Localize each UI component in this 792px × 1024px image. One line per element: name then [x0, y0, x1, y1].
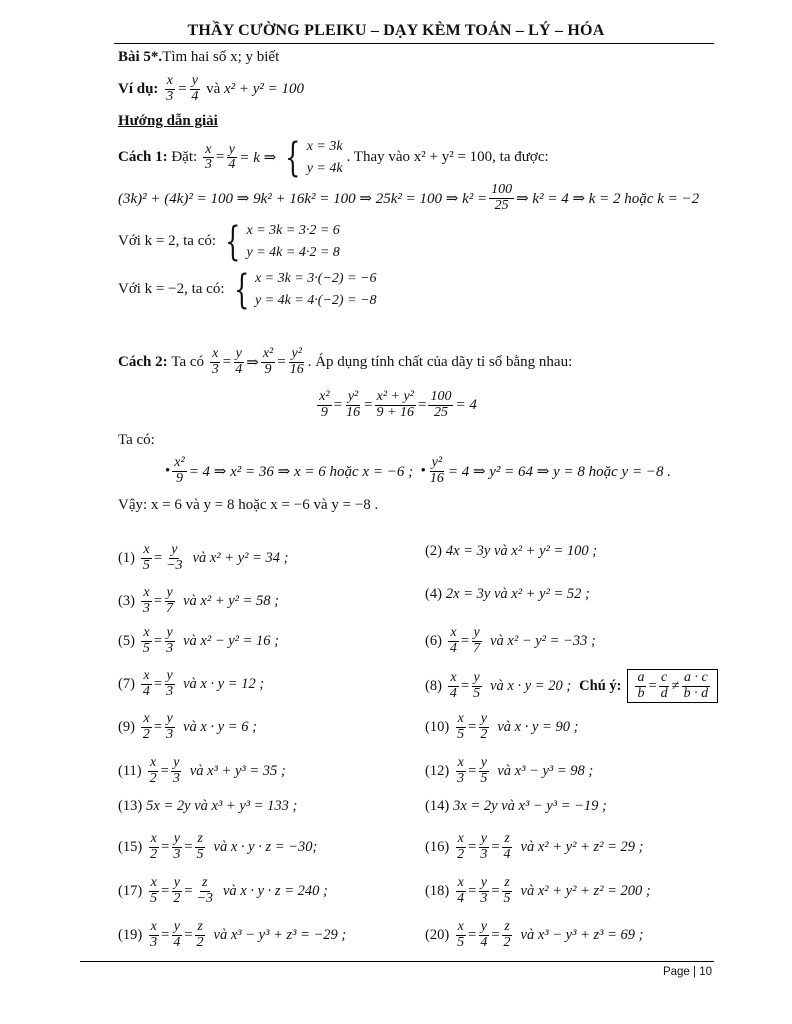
fraction: x 4	[449, 625, 457, 656]
left-brace: {	[225, 218, 241, 265]
ratio-equation: x² 9 = y² 16 = x² + y² 9 + 16 = $\frac{100}{25}$ = 4	[319, 389, 477, 420]
exercise-item: (19) x 3 = y 4 = z 2 và x³ − y³ + z³ = −29 ;	[118, 919, 347, 950]
conclusion	[118, 497, 378, 514]
bullet: •	[165, 462, 171, 479]
exercise-number: (17)	[118, 882, 143, 899]
fraction: x 3	[211, 346, 219, 377]
exercise-condition: và x · y = 12 ;	[183, 675, 265, 692]
fraction: y 5	[473, 670, 481, 701]
ratio-result: = 4	[455, 396, 477, 413]
method2-text: Ta có	[171, 353, 205, 370]
fraction: x² 9	[319, 389, 330, 420]
bullet2-rest: = 4 ⇒ y² = 64 ⇒ y = 8 hoặc y = −8 .	[447, 463, 671, 480]
exercise-condition: và x² + y² + z² = 29 ;	[520, 838, 644, 855]
exercise-number: (7)	[118, 675, 135, 692]
method1-line: Cách 1: Đặt: x 3 = $\frac{y}{4}$ = k ⇒ { x = 3k y = 4k . Thay vào x² + y² = 100, ta được:	[118, 134, 549, 181]
fraction: x 3	[457, 755, 465, 786]
exercise-item: (3) x 3 = y 7 và x² + y² = 58 ;	[118, 585, 280, 616]
exercise-number: (15)	[118, 838, 143, 855]
exercise-number: (3)	[118, 592, 135, 609]
exercise-condition: và x² − y² = 16 ;	[183, 632, 280, 649]
fraction: y 4	[173, 919, 181, 950]
fraction: z 2	[503, 919, 511, 950]
fraction: x² 9	[262, 346, 274, 377]
fraction: y 3	[480, 875, 488, 906]
problem-label: Bài 5*.	[118, 49, 163, 65]
method2-line: Cách 2: Ta có x 3 = y 4 ⇒ x² 9 = y² 16 . Áp dụng tính chất của dãy tỉ số bằng nhau:	[118, 346, 573, 377]
method2-label: Cách 2:	[118, 353, 168, 370]
exercise-condition: và x³ − y³ + z³ = 69 ;	[520, 926, 644, 943]
bullets	[165, 456, 671, 486]
exercise-number: (13)	[118, 798, 143, 814]
exercise-number: (12)	[425, 762, 450, 779]
fraction: y² 16	[289, 346, 304, 377]
exercise-condition: và x² + y² + z² = 200 ;	[520, 882, 651, 899]
exercise-number: (8)	[425, 677, 442, 694]
exercise-number: (10)	[425, 718, 450, 735]
problem-text: Tìm hai số x; y biết	[162, 49, 280, 65]
exercise-condition: và x³ − y³ + z³ = −29 ;	[213, 926, 347, 943]
fraction: z 4	[503, 831, 511, 862]
exercise-number: (4)	[425, 586, 442, 602]
equation-right: ⇒ k² = 4 ⇒ k = 2 hoặc k = −2	[516, 190, 700, 207]
exercise-item: (11) x 2 = y 3 và x³ + y³ = 35 ;	[118, 755, 286, 786]
exercise-item: (17) x 5 = y 2 = z −3 và x · y · z = 240 ;	[118, 875, 328, 906]
exercise-item	[118, 798, 297, 815]
taco	[118, 432, 155, 449]
exercise-condition: và x · y = 90 ;	[497, 718, 579, 735]
exercise-condition: và x² − y² = −33 ;	[490, 632, 596, 649]
exercise-item: (1) x 5 = y −3 và x² + y² = 34 ;	[118, 542, 289, 573]
and-text: và	[206, 80, 221, 97]
header-rule	[114, 43, 714, 44]
exercise-condition: và x · y · z = 240 ;	[223, 882, 328, 899]
fraction: y −3	[166, 542, 183, 573]
fraction: y² 16	[346, 389, 361, 420]
exercise-condition: 3x = 2y và x³ − y³ = −19 ;	[453, 798, 607, 814]
exercise-condition: 5x = 2y và x³ + y³ = 133 ;	[146, 798, 298, 814]
left-brace: {	[285, 134, 301, 181]
case2-label: Với k = −2, ta có:	[118, 281, 225, 298]
problem-line	[118, 49, 279, 66]
fraction: y 3	[172, 755, 180, 786]
method1-after: . Thay vào x² + y² = 100, ta được:	[346, 149, 549, 166]
example-line: Ví dụ: $\frac{x}{3}$ = $\frac{y}{4}$ và x² + y² = 100	[118, 73, 305, 104]
exercise-condition: và x² + y² = 58 ;	[183, 592, 280, 609]
exercise-item: (16) x 2 = y 3 = z 4 và x² + y² + z² = 29 ;	[425, 831, 644, 862]
fraction: y 2	[173, 875, 181, 906]
exercise-item: (8) x 4 = y 5 và x · y = 20 ; Chú ý: a b = c d ≠ a · c b · d	[425, 669, 718, 703]
exercise-number: (16)	[425, 838, 450, 855]
exercise-item: (7) x 4 = y 3 và x · y = 12 ;	[118, 668, 265, 699]
equation-left: (3k)² + (4k)² = 100 ⇒ 9k² + 16k² = 100 ⇒ 25k² = 100 ⇒ k² =	[118, 190, 488, 207]
fraction: y 5	[480, 755, 488, 786]
example-label: Ví dụ:	[118, 80, 159, 97]
fraction: x 5	[457, 711, 465, 742]
fraction: x 2	[149, 755, 157, 786]
exercise-number: (6)	[425, 632, 442, 649]
exercise-item: (12) x 3 = y 5 và x³ − y³ = 98 ;	[425, 755, 594, 786]
exercise-condition: và x² + y² = 34 ;	[192, 549, 289, 566]
fraction: x 5	[142, 542, 150, 573]
conclusion-text: Vậy: x = 6 và y = 8 hoặc x = −6 và y = −8 .	[118, 497, 379, 513]
bullet: •	[420, 462, 426, 479]
left-brace: {	[233, 266, 249, 313]
exercise-item: (18) x 4 = y 3 = z 5 và x² + y² + z² = 200 ;	[425, 875, 651, 906]
example-condition: x² + y² = 100	[223, 80, 305, 97]
exercise-number: (11)	[118, 762, 142, 779]
fraction: z −3	[196, 875, 213, 906]
method1-equation	[118, 183, 699, 213]
method1-set-text: Đặt:	[171, 149, 198, 166]
fraction: y 7	[166, 585, 174, 616]
exercise-item: (9) x 2 = y 3 và x · y = 6 ;	[118, 711, 257, 742]
case1	[118, 220, 344, 263]
fraction: y 3	[173, 831, 181, 862]
exercise-condition: và x · y · z = −30;	[213, 838, 318, 855]
fraction: z 5	[503, 875, 511, 906]
fraction: x 3	[204, 141, 212, 173]
bullet1-rest: = 4 ⇒ x² = 36 ⇒ x = 6 hoặc x = −6 ;	[188, 463, 414, 480]
fraction: y 3	[480, 831, 488, 862]
fraction: y 4	[235, 346, 243, 377]
fraction: x 2	[142, 711, 150, 742]
exercise-item	[425, 798, 607, 815]
taco-text: Ta có:	[118, 432, 155, 448]
fraction: y 2	[480, 711, 488, 742]
fraction: $\frac{x}{3}$	[166, 73, 174, 104]
exercise-condition: và x³ + y³ = 35 ;	[189, 762, 286, 779]
system: { x = 3k = 3·2 = 6 y = 4k = 4·2 = 8	[225, 218, 340, 265]
fraction: x 5	[457, 919, 465, 950]
exercise-item: (6) x 4 = y 7 và x² − y² = −33 ;	[425, 625, 596, 656]
fraction: z 5	[196, 831, 204, 862]
fraction: a b	[637, 670, 645, 701]
fraction: x 2	[150, 831, 158, 862]
exercise-number: (2)	[425, 543, 442, 559]
fraction: $\frac{100}{25}$	[430, 389, 452, 420]
fraction: y 3	[166, 668, 174, 699]
case1-label: Với k = 2, ta có:	[118, 233, 217, 250]
exercise-condition: và x · y = 20 ;	[490, 677, 572, 694]
fraction: z 2	[196, 919, 204, 950]
case2	[118, 268, 380, 311]
exercise-item: (10) x 5 = y 2 và x · y = 90 ;	[425, 711, 579, 742]
fraction: x 5	[142, 625, 150, 656]
system: { x = 3k y = 4k	[285, 134, 343, 181]
exercise-number: (19)	[118, 926, 143, 943]
fraction: a · c b · d	[683, 670, 709, 701]
fraction: $\frac{\text{x²}}{9}$	[174, 455, 185, 486]
fraction: x 4	[449, 670, 457, 701]
exercise-number: (1)	[118, 549, 135, 566]
fraction: x 5	[150, 875, 158, 906]
exercise-item: (15) x 2 = y 3 = z 5 và x · y · z = −30;	[118, 831, 318, 862]
exercise-item	[425, 586, 590, 603]
exercise-number: (14)	[425, 798, 450, 814]
method2-text2: . Áp dụng tính chất của dãy tỉ số bằng nhau:	[307, 353, 573, 370]
fraction: x 3	[142, 585, 150, 616]
exercise-item: (5) x 5 = y 3 và x² − y² = 16 ;	[118, 625, 280, 656]
exercise-number: (18)	[425, 882, 450, 899]
fraction: y 4	[480, 919, 488, 950]
exercise-condition: và x · y = 6 ;	[183, 718, 257, 735]
exercise-condition: 2x = 3y và x² + y² = 52 ;	[445, 586, 590, 602]
fraction: x 2	[457, 831, 465, 862]
fraction: $\frac{\text{y²}}{16}$	[429, 455, 444, 486]
exercise-number: (5)	[118, 632, 135, 649]
fraction: $\frac{100}{25}$	[491, 182, 513, 213]
page-header: THẦY CƯỜNG PLEIKU – DẠY KÈM TOÁN – LÝ – HÓA	[187, 22, 605, 39]
k-expression: = k ⇒	[239, 150, 277, 167]
guide-title-text: Hướng dẫn giải	[118, 113, 218, 129]
fraction: x 3	[150, 919, 158, 950]
note	[579, 669, 718, 703]
note-box: a b = c d ≠ a · c b · d	[627, 669, 718, 703]
fraction: y 3	[166, 711, 174, 742]
method1-label: Cách 1:	[118, 149, 168, 166]
exercise-item: (20) x 5 = y 4 = z 2 và x³ − y³ + z³ = 69 ;	[425, 919, 644, 950]
page-number: Page | 10	[662, 966, 712, 978]
exercise-condition: 4x = 3y và x² + y² = 100 ;	[445, 543, 598, 559]
fraction: y 7	[473, 625, 481, 656]
exercise-number: (9)	[118, 718, 135, 735]
exercise-number: (20)	[425, 926, 450, 943]
system: { x = 3k = 3·(−2) = −6 y = 4k = 4·(−2) = −8	[233, 266, 377, 313]
note-label: Chú ý:	[579, 677, 622, 694]
fraction: c d	[660, 670, 668, 701]
fraction: $\frac{y}{4}$	[191, 73, 199, 104]
fraction: y 3	[166, 625, 174, 656]
fraction: x 4	[142, 668, 150, 699]
exercise-condition: và x³ − y³ = 98 ;	[497, 762, 594, 779]
fraction: x² + y² 9 + 16	[376, 389, 414, 420]
footer-rule	[80, 961, 714, 962]
exercise-item	[425, 543, 597, 560]
guide-title	[118, 113, 218, 130]
fraction: $\frac{y}{4}$	[228, 141, 236, 173]
fraction: x 4	[457, 875, 465, 906]
